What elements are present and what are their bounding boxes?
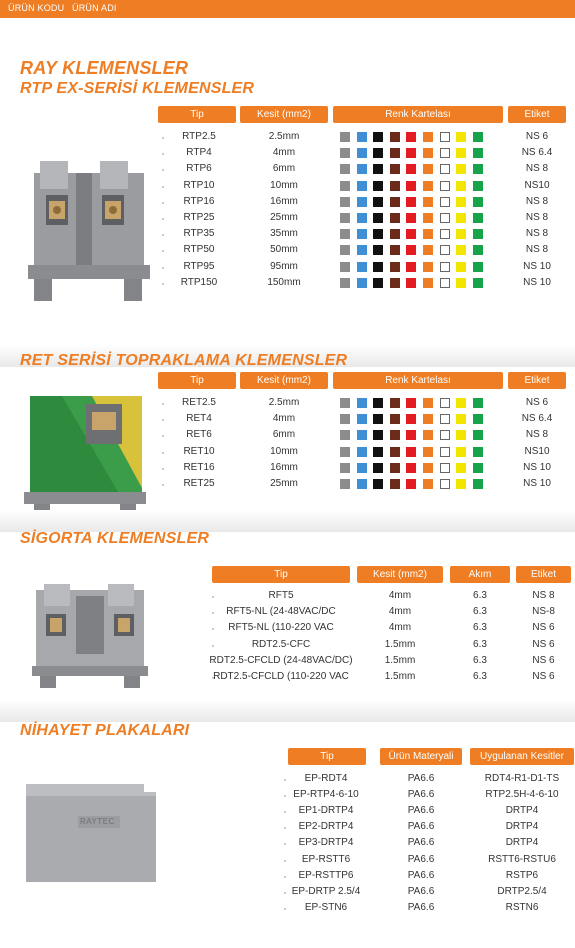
nihayet-header-materyal: Ürün Materyali: [380, 748, 462, 765]
ret-terminal-image: [22, 388, 152, 523]
ray-row-tip: RTP50: [183, 244, 215, 256]
nihayet-row-materyal: PA6.6: [407, 821, 435, 833]
color-swatch: [473, 245, 483, 255]
ray-row-kesit: 50mm: [270, 244, 298, 256]
sigorta-row-tip: RDT2.5-CFC: [251, 638, 311, 650]
sigorta-row-kesit: 4mm: [388, 590, 412, 601]
color-swatch: [456, 132, 466, 142]
nihayet-header-kesitler: Uygulanan Kesitler: [470, 748, 574, 765]
color-swatch: [373, 164, 383, 174]
color-swatch: [456, 262, 466, 272]
sigorta-row-kesit: 1.5mm: [384, 654, 416, 666]
nihayet-row-materyal: PA6.6: [407, 837, 435, 849]
color-swatch: [357, 245, 367, 255]
ray-row-etiket: NS 10: [523, 276, 551, 288]
color-swatch: [340, 398, 350, 408]
color-swatch: [473, 430, 483, 440]
color-swatch-row: [340, 164, 500, 175]
color-swatch: [456, 148, 466, 158]
ray-row-kesit: 4mm: [272, 147, 296, 159]
color-swatch: [390, 245, 400, 255]
color-swatch: [357, 148, 367, 158]
color-swatch: [406, 262, 416, 272]
ray-header-tip: Tip: [158, 106, 236, 123]
ray-header-renk: Renk Kartelası: [333, 106, 503, 123]
color-swatch: [456, 398, 466, 408]
color-swatch: [423, 447, 433, 457]
color-swatch: [473, 414, 483, 424]
ret-header-kesit: Kesit (mm2): [240, 372, 328, 389]
color-swatch: [340, 197, 350, 207]
ray-row-etiket: NS10: [524, 179, 550, 191]
ray-row-tip: RTP4: [186, 147, 212, 159]
color-swatch-row: [340, 278, 500, 289]
nihayet-row-kesitler: RSTP6: [505, 869, 539, 881]
color-swatch: [406, 197, 416, 207]
color-swatch: [423, 463, 433, 473]
ray-row-etiket: NS 8: [525, 244, 549, 256]
color-swatch: [440, 262, 450, 272]
sigorta-row-etiket: NS 6: [532, 622, 555, 634]
color-swatch: [423, 164, 433, 174]
sigorta-row-tip: RFT5-NL (24-48VAC/DC: [226, 606, 336, 618]
header-urun-kodu: ÜRÜN KODU: [8, 3, 65, 13]
ret-row-etiket: NS 6: [525, 397, 549, 408]
color-swatch: [340, 213, 350, 223]
section-separator: [0, 700, 575, 722]
color-swatch: [390, 181, 400, 191]
color-swatch: [423, 213, 433, 223]
color-swatch: [456, 447, 466, 457]
color-swatch: [390, 398, 400, 408]
sigorta-row-tip: RFT5-NL (110-220 VAC: [228, 622, 334, 634]
nihayet-row-tip: EP3-DRTP4: [298, 837, 354, 849]
header-bar: [0, 0, 575, 18]
color-swatch: [456, 229, 466, 239]
color-swatch-row: [340, 447, 500, 458]
color-swatch: [423, 278, 433, 288]
color-swatch: [357, 278, 367, 288]
color-swatch: [357, 463, 367, 473]
color-swatch: [406, 132, 416, 142]
ray-row-kesit: 6mm: [272, 163, 296, 175]
color-swatch: [340, 229, 350, 239]
section-title-sigorta: SİGORTA KLEMENSLER: [20, 530, 210, 547]
ray-row-etiket: NS 6.4: [521, 147, 553, 159]
color-swatch: [390, 262, 400, 272]
color-swatch: [373, 479, 383, 489]
ray-row-etiket: NS 10: [523, 260, 551, 272]
nihayet-row-kesitler: DRTP4: [505, 837, 539, 849]
color-swatch: [473, 262, 483, 272]
color-swatch: [473, 164, 483, 174]
ray-row-tip: RTP25: [183, 212, 215, 223]
color-swatch: [406, 245, 416, 255]
color-swatch: [340, 132, 350, 142]
ray-header-etiket: Etiket: [508, 106, 566, 123]
ret-row-etiket: NS 8: [525, 429, 549, 441]
color-swatch: [340, 262, 350, 272]
color-swatch: [473, 229, 483, 239]
color-swatch: [340, 430, 350, 440]
color-swatch: [456, 414, 466, 424]
ret-row-kesit: 6mm: [272, 429, 296, 441]
sigorta-row-akim: 6.3: [473, 671, 487, 682]
ray-row-tip: RTP35: [183, 228, 215, 240]
color-swatch: [473, 278, 483, 288]
color-swatch: [473, 148, 483, 158]
ray-row-kesit: 35mm: [270, 228, 298, 240]
color-swatch: [423, 148, 433, 158]
color-swatch: [357, 447, 367, 457]
ret-row-kesit: 4mm: [272, 413, 296, 425]
ret-row-etiket: NS 10: [523, 478, 551, 489]
color-swatch: [390, 414, 400, 424]
color-swatch: [357, 262, 367, 272]
color-swatch: [373, 245, 383, 255]
color-swatch: [340, 245, 350, 255]
color-swatch: [390, 479, 400, 489]
color-swatch: [456, 463, 466, 473]
color-swatch: [456, 278, 466, 288]
ret-header-renk: Renk Kartelası: [333, 372, 503, 389]
ret-row-tip: RET2.5: [182, 397, 216, 408]
sigorta-header-etiket: Etiket: [516, 566, 571, 583]
color-swatch-row: [340, 430, 500, 441]
color-swatch: [456, 213, 466, 223]
header-urun-adi: ÜRÜN ADI: [72, 3, 117, 13]
color-swatch-row: [340, 197, 500, 208]
color-swatch-row: [340, 479, 500, 490]
ret-row-tip: RET10: [183, 445, 215, 457]
color-swatch: [456, 430, 466, 440]
color-swatch: [406, 479, 416, 489]
ray-row-kesit: 2.5mm: [268, 131, 300, 142]
color-swatch: [373, 430, 383, 440]
color-swatch: [390, 132, 400, 142]
color-swatch: [406, 229, 416, 239]
color-swatch: [390, 197, 400, 207]
color-swatch-row: [340, 132, 500, 143]
sigorta-row-kesit: 4mm: [388, 622, 412, 634]
sigorta-header-tip: Tip: [212, 566, 350, 583]
color-swatch-row: [340, 213, 500, 224]
color-swatch: [357, 414, 367, 424]
ray-row-tip: RTP16: [183, 195, 215, 207]
ray-row-etiket: NS 8: [525, 228, 549, 240]
color-swatch: [406, 430, 416, 440]
color-swatch: [440, 148, 450, 158]
ray-row-tip: RTP6: [186, 163, 212, 175]
ret-row-etiket: NS 6.4: [521, 413, 553, 425]
color-swatch: [440, 197, 450, 207]
color-swatch: [357, 197, 367, 207]
color-swatch: [406, 164, 416, 174]
color-swatch: [423, 229, 433, 239]
nihayet-row-tip: EP1-DRTP4: [298, 805, 354, 817]
color-swatch: [357, 213, 367, 223]
color-swatch: [423, 479, 433, 489]
end-plate-image: [22, 778, 162, 888]
ret-row-kesit: 2.5mm: [268, 397, 300, 408]
sigorta-row-etiket: NS-8: [532, 606, 555, 618]
sigorta-row-tip: RFT5: [268, 590, 294, 601]
color-swatch: [473, 398, 483, 408]
sigorta-row-kesit: 4mm: [388, 606, 412, 618]
color-swatch: [373, 132, 383, 142]
nihayet-row-kesitler: RSTN6: [505, 901, 539, 913]
color-swatch: [390, 447, 400, 457]
color-swatch: [373, 262, 383, 272]
ret-row-kesit: 16mm: [270, 461, 298, 473]
nihayet-row-tip: EP-RDT4: [304, 773, 348, 784]
color-swatch: [473, 463, 483, 473]
ray-row-tip: RTP95: [183, 260, 215, 272]
color-swatch: [423, 132, 433, 142]
color-swatch: [373, 148, 383, 158]
color-swatch: [406, 414, 416, 424]
sigorta-row-kesit: 1.5mm: [384, 638, 416, 650]
color-swatch: [340, 479, 350, 489]
color-swatch-row: [340, 398, 500, 409]
ray-row-etiket: NS 6: [525, 131, 549, 142]
nihayet-row-materyal: PA6.6: [407, 805, 435, 817]
nihayet-row-materyal: PA6.6: [407, 869, 435, 881]
color-swatch: [390, 278, 400, 288]
sigorta-row-akim: 6.3: [473, 638, 487, 650]
end-plate-logo: RAYTEC: [80, 817, 115, 826]
sigorta-row-akim: 6.3: [473, 622, 487, 634]
ret-row-tip: RET4: [186, 413, 212, 425]
sigorta-row-etiket: NS 6: [532, 654, 555, 666]
color-swatch: [440, 181, 450, 191]
color-swatch: [373, 213, 383, 223]
color-swatch: [423, 197, 433, 207]
color-swatch: [440, 229, 450, 239]
ret-row-etiket: NS10: [524, 445, 550, 457]
ret-header-tip: Tip: [158, 372, 236, 389]
sigorta-row-akim: 6.3: [473, 590, 487, 601]
color-swatch: [440, 447, 450, 457]
section-title-ray: RAY KLEMENSLER: [20, 58, 189, 78]
nihayet-row-materyal: PA6.6: [407, 789, 435, 801]
sigorta-row-tip: RDT2.5-CFCLD (110-220 VAC: [213, 671, 349, 682]
color-swatch: [357, 479, 367, 489]
color-swatch: [440, 479, 450, 489]
color-swatch: [406, 463, 416, 473]
color-swatch: [456, 197, 466, 207]
nihayet-row-tip: EP-STN6: [304, 901, 348, 913]
color-swatch: [406, 447, 416, 457]
sigorta-row-tip: RDT2.5-CFCLD (24-48VAC/DC): [209, 654, 353, 666]
sigorta-row-akim: 6.3: [473, 606, 487, 618]
color-swatch: [357, 229, 367, 239]
color-swatch: [357, 181, 367, 191]
color-swatch: [473, 479, 483, 489]
color-swatch: [340, 463, 350, 473]
color-swatch: [390, 430, 400, 440]
color-swatch: [390, 213, 400, 223]
color-swatch-row: [340, 229, 500, 240]
ray-row-etiket: NS 8: [525, 163, 549, 175]
color-swatch: [406, 213, 416, 223]
section-title-nihayet: NİHAYET PLAKALARI: [20, 722, 190, 739]
color-swatch: [456, 245, 466, 255]
color-swatch: [357, 164, 367, 174]
color-swatch: [423, 245, 433, 255]
section-title-ret: RET SERİSİ TOPRAKLAMA KLEMENSLER: [20, 352, 348, 369]
color-swatch: [373, 463, 383, 473]
ray-row-etiket: NS 8: [525, 212, 549, 223]
nihayet-row-tip: EP-RTP4-6-10: [293, 789, 359, 801]
ret-row-tip: RET25: [183, 478, 215, 489]
color-swatch: [373, 398, 383, 408]
nihayet-row-tip: EP2-DRTP4: [298, 821, 354, 833]
color-swatch: [373, 229, 383, 239]
color-swatch: [473, 447, 483, 457]
color-swatch: [340, 148, 350, 158]
sigorta-header-akim: Akım: [450, 566, 510, 583]
sigorta-row-etiket: NS 6: [532, 638, 555, 650]
sigorta-row-kesit: 1.5mm: [384, 671, 416, 682]
nihayet-row-kesitler: RDT4-R1-D1-TS: [484, 773, 560, 784]
nihayet-row-tip: EP-RSTT6: [301, 853, 351, 865]
color-swatch-row: [340, 148, 500, 159]
color-swatch: [340, 164, 350, 174]
color-swatch: [390, 164, 400, 174]
color-swatch: [440, 164, 450, 174]
color-swatch: [440, 430, 450, 440]
nihayet-row-materyal: PA6.6: [407, 885, 435, 897]
sigorta-header-kesit: Kesit (mm2): [357, 566, 443, 583]
sigorta-row-akim: 6.3: [473, 654, 487, 666]
color-swatch: [373, 447, 383, 457]
color-swatch: [406, 278, 416, 288]
nihayet-row-kesitler: RSTT6-RSTU6: [488, 853, 556, 865]
color-swatch: [406, 398, 416, 408]
rtp-terminal-image: [24, 155, 156, 305]
ret-row-kesit: 10mm: [270, 445, 298, 457]
sigorta-row-etiket: NS 8: [532, 590, 555, 601]
color-swatch: [440, 245, 450, 255]
color-swatch: [340, 447, 350, 457]
color-swatch-row: [340, 245, 500, 256]
color-swatch-row: [340, 414, 500, 425]
color-swatch: [473, 181, 483, 191]
color-swatch: [423, 414, 433, 424]
ray-row-kesit: 150mm: [267, 276, 301, 288]
color-swatch: [440, 414, 450, 424]
sigorta-terminal-image: [30, 580, 155, 690]
color-swatch: [340, 278, 350, 288]
ret-row-tip: RET16: [183, 461, 215, 473]
color-swatch: [473, 132, 483, 142]
color-swatch-row: [340, 262, 500, 273]
ret-header-etiket: Etiket: [508, 372, 566, 389]
nihayet-row-kesitler: RTP2.5H-4-6-10: [485, 789, 559, 801]
color-swatch: [423, 430, 433, 440]
color-swatch: [390, 229, 400, 239]
color-swatch: [456, 479, 466, 489]
color-swatch: [473, 213, 483, 223]
color-swatch: [340, 181, 350, 191]
color-swatch: [406, 181, 416, 191]
color-swatch: [373, 197, 383, 207]
ray-row-tip: RTP10: [183, 179, 215, 191]
nihayet-row-kesitler: DRTP4: [505, 821, 539, 833]
nihayet-header-tip: Tip: [288, 748, 366, 765]
section-subtitle-rtp: RTP EX-SERİSİ KLEMENSLER: [20, 80, 255, 97]
color-swatch: [406, 148, 416, 158]
color-swatch: [440, 463, 450, 473]
ray-row-kesit: 10mm: [270, 179, 298, 191]
nihayet-row-kesitler: DRTP2.5/4: [497, 885, 547, 897]
color-swatch: [390, 463, 400, 473]
color-swatch: [423, 398, 433, 408]
section-separator: [0, 510, 575, 532]
ray-row-etiket: NS 8: [525, 195, 549, 207]
nihayet-row-materyal: PA6.6: [407, 901, 435, 913]
color-swatch: [423, 262, 433, 272]
ray-header-kesit: Kesit (mm2): [240, 106, 328, 123]
ray-row-kesit: 95mm: [270, 260, 298, 272]
ray-row-tip: RTP150: [180, 276, 218, 288]
ret-row-etiket: NS 10: [523, 461, 551, 473]
ray-row-tip: RTP2.5: [182, 131, 216, 142]
color-swatch: [357, 430, 367, 440]
color-swatch: [340, 414, 350, 424]
color-swatch: [373, 278, 383, 288]
color-swatch: [440, 132, 450, 142]
color-swatch: [373, 414, 383, 424]
color-swatch: [456, 181, 466, 191]
nihayet-row-materyal: PA6.6: [407, 853, 435, 865]
color-swatch: [373, 181, 383, 191]
color-swatch-row: [340, 463, 500, 474]
color-swatch: [440, 398, 450, 408]
sigorta-row-etiket: NS 6: [532, 671, 555, 682]
ray-row-kesit: 25mm: [270, 212, 298, 223]
nihayet-row-materyal: PA6.6: [407, 773, 435, 784]
ray-row-kesit: 16mm: [270, 195, 298, 207]
color-swatch: [473, 197, 483, 207]
color-swatch: [456, 164, 466, 174]
nihayet-row-tip: EP-DRTP 2.5/4: [291, 885, 361, 897]
color-swatch: [440, 213, 450, 223]
color-swatch-row: [340, 181, 500, 192]
color-swatch: [423, 181, 433, 191]
color-swatch: [357, 398, 367, 408]
color-swatch: [390, 148, 400, 158]
ret-row-kesit: 25mm: [270, 478, 298, 489]
nihayet-row-kesitler: DRTP4: [505, 805, 539, 817]
color-swatch: [440, 278, 450, 288]
color-swatch: [357, 132, 367, 142]
nihayet-row-tip: EP-RSTTP6: [298, 869, 354, 881]
ret-row-tip: RET6: [186, 429, 212, 441]
